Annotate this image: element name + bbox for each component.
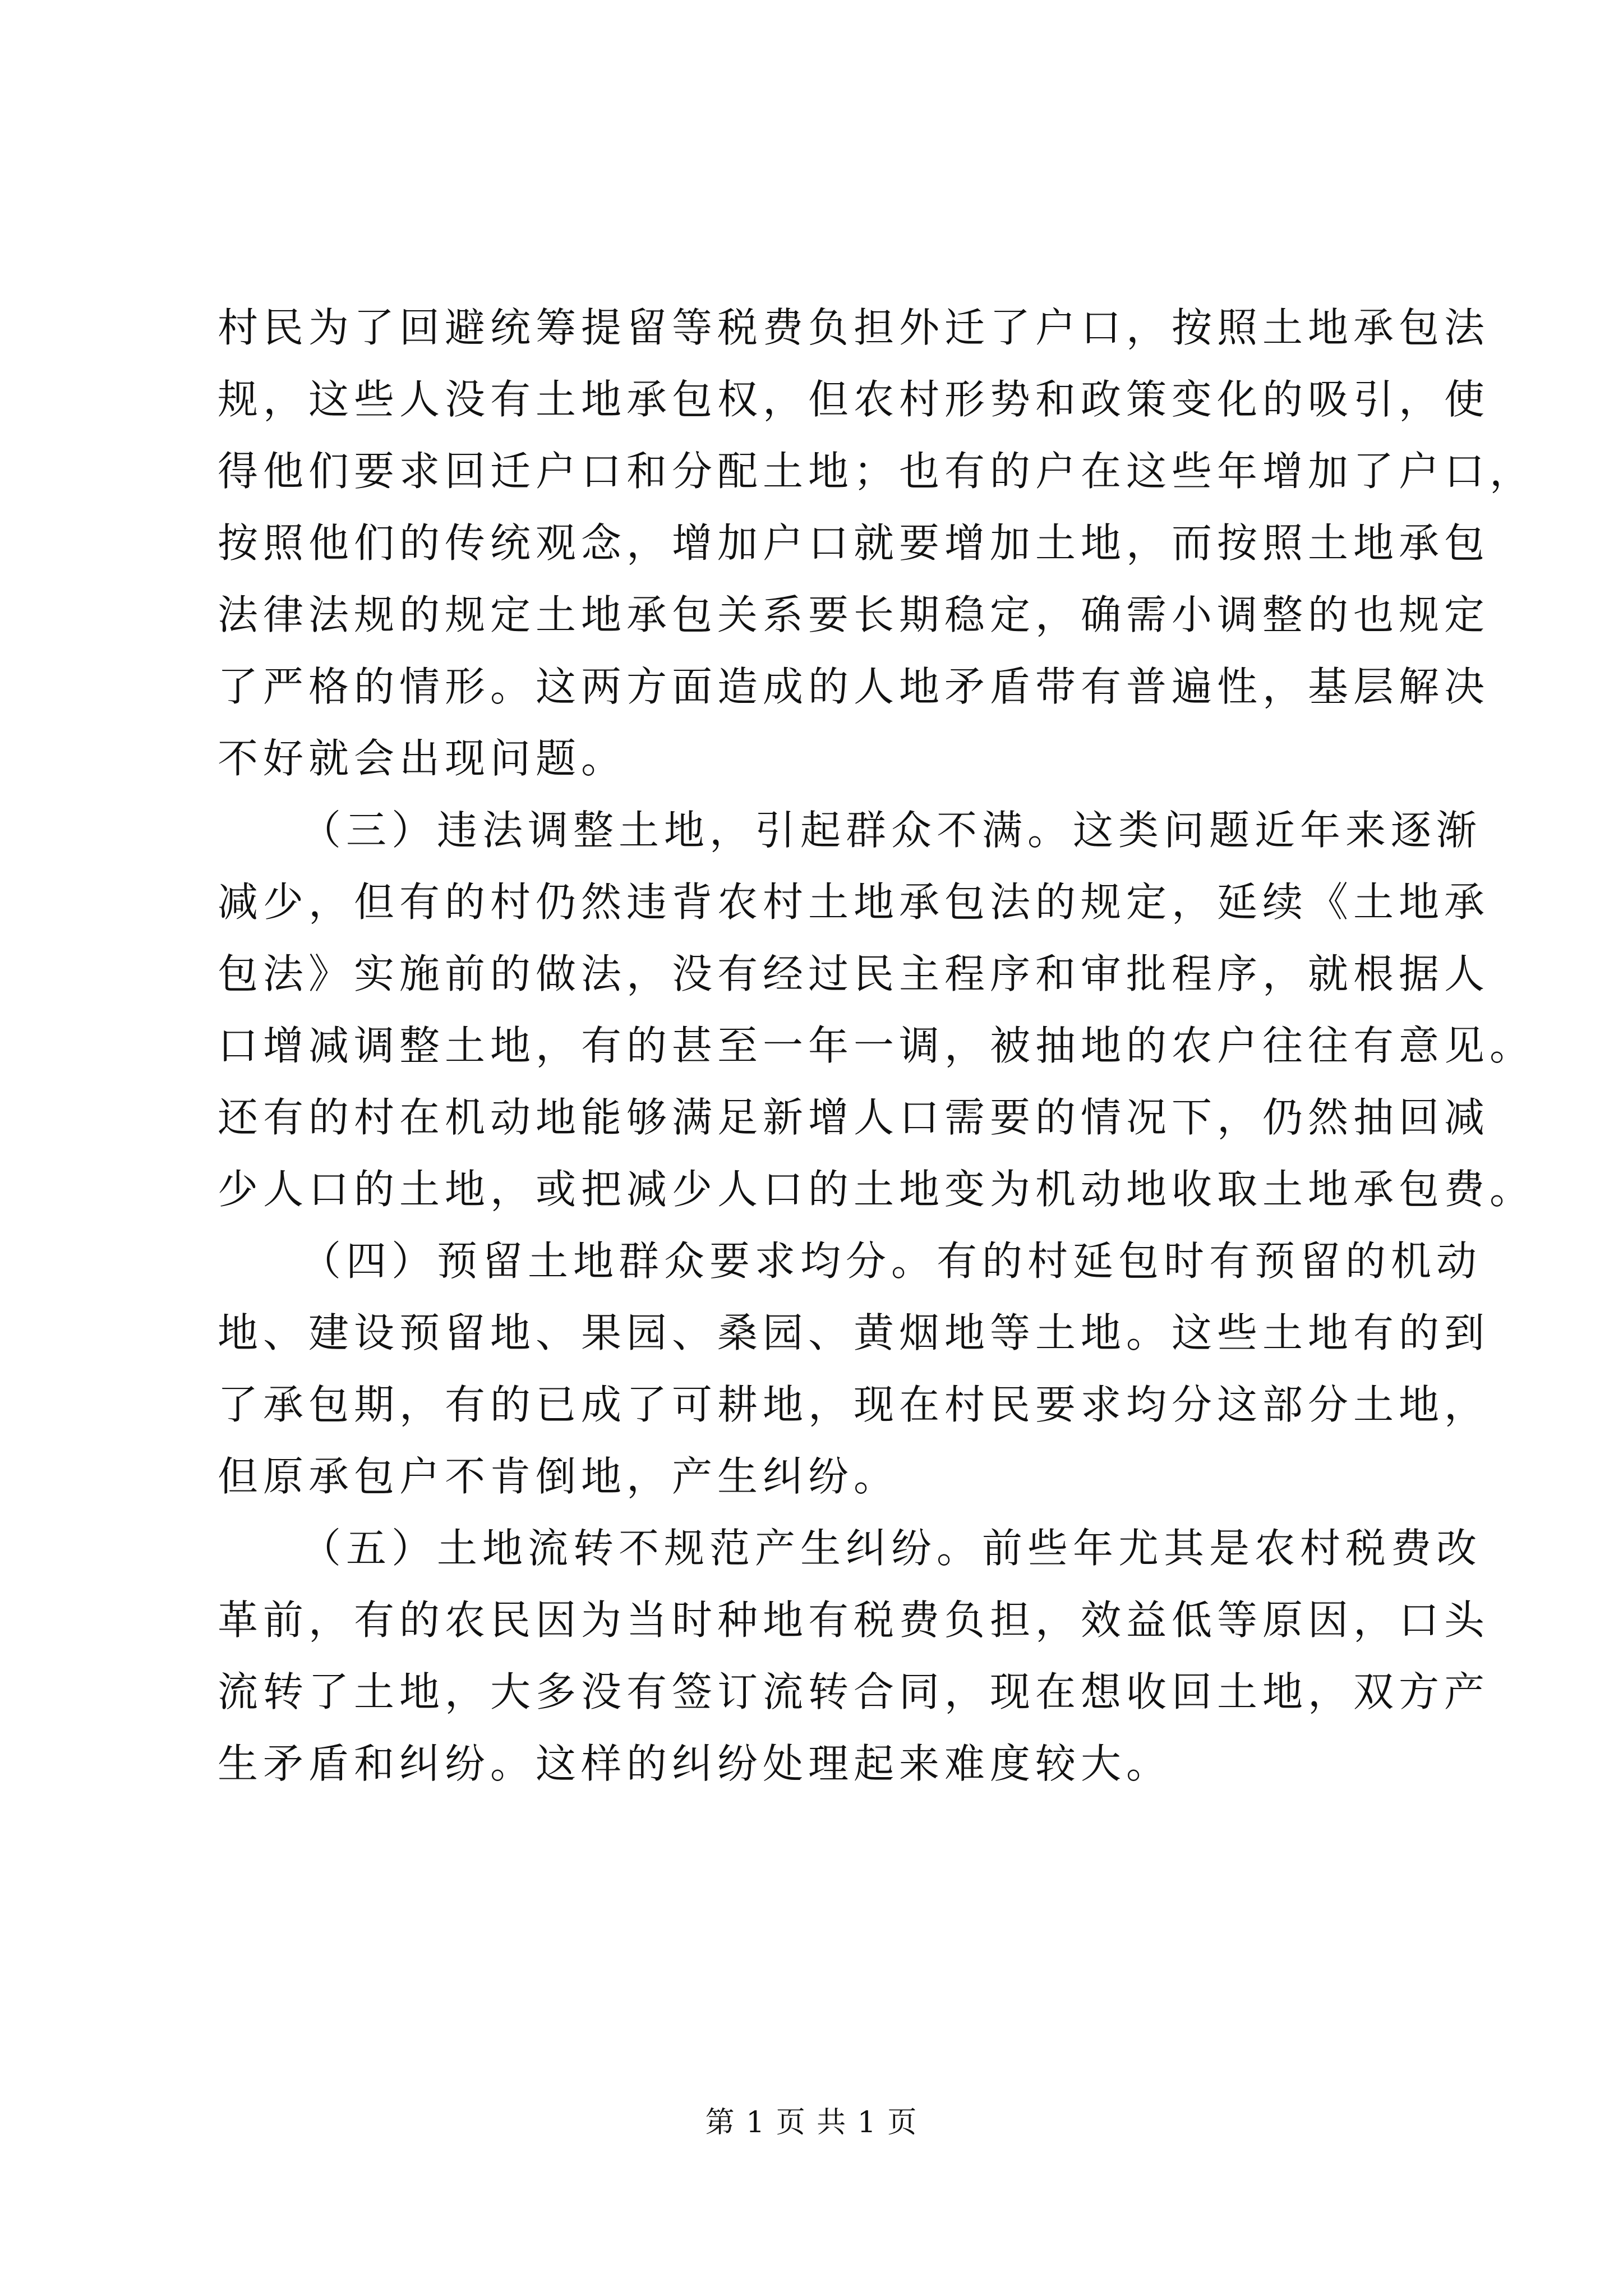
text-line: 流转了土地，大多没有签订流转合同，现在想收回土地，双方产 [218, 1668, 1490, 1715]
document-body [218, 292, 1536, 1800]
paragraph-start-line: （四）预留土地群众要求均分。有的村延包时有预留的机动 [301, 1237, 1482, 1285]
text-line: 但原承包户不肯倒地，产生纠纷。 [218, 1453, 900, 1500]
text-line: 减少，但有的村仍然违背农村土地承包法的规定，延续《土地承 [218, 878, 1490, 926]
paragraph-start-line: （五）土地流转不规范产生纠纷。前些年尤其是农村税费改 [301, 1525, 1482, 1572]
text-line: 法律法规的规定土地承包关系要长期稳定，确需小调整的也规定 [218, 591, 1490, 638]
paragraph-start-line: （三）违法调整土地，引起群众不满。这类问题近年来逐渐 [301, 807, 1482, 854]
text-line: 得他们要求回迁户口和分配土地；也有的户在这些年增加了户口， [218, 448, 1536, 495]
text-line: 了承包期，有的已成了可耕地，现在村民要求均分这部分土地， [218, 1381, 1490, 1428]
text-line: 村民为了回避统筹提留等税费负担外迁了户口，按照土地承包法 [218, 304, 1490, 351]
text-line: 还有的村在机动地能够满足新增人口需要的情况下，仍然抽回减 [218, 1094, 1490, 1141]
text-line: 了严格的情形。这两方面造成的人地矛盾带有普遍性，基层解决 [218, 663, 1490, 710]
text-line: 包法》实施前的做法，没有经过民主程序和审批程序，就根据人 [218, 950, 1490, 997]
text-line: 革前，有的农民因为当时种地有税费负担，效益低等原因，口头 [218, 1596, 1490, 1644]
text-line: 地、建设预留地、果园、桑园、黄烟地等土地。这些土地有的到 [218, 1309, 1490, 1356]
text-line: 口增减调整土地，有的甚至一年一调，被抽地的农户往往有意见。 [218, 1022, 1536, 1069]
text-line: 规，这些人没有土地承包权，但农村形势和政策变化的吸引，使 [218, 376, 1490, 423]
text-line: 不好就会出现问题。 [218, 735, 627, 782]
page-number-footer: 第 1 页 共 1 页 [705, 2106, 918, 2139]
text-line: 少人口的土地，或把减少人口的土地变为机动地收取土地承包费。 [218, 1166, 1536, 1213]
text-line: 按照他们的传统观念，增加户口就要增加土地，而按照土地承包 [218, 519, 1490, 567]
text-line: 生矛盾和纠纷。这样的纠纷处理起来难度较大。 [218, 1740, 1172, 1787]
